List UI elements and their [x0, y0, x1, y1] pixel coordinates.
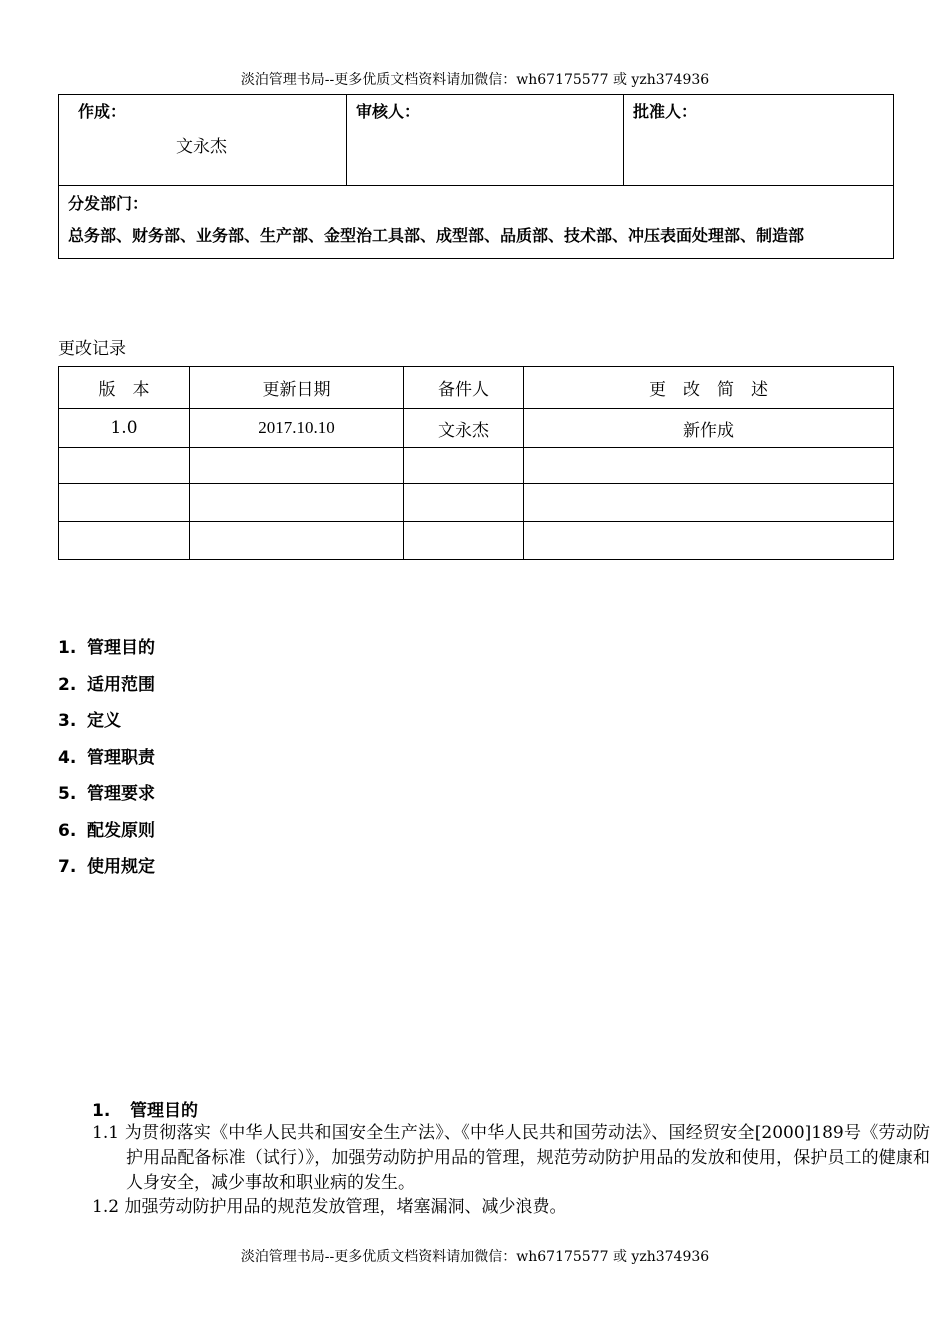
toc-item	[58, 703, 155, 740]
signoff-table	[58, 94, 894, 259]
table-row	[59, 448, 894, 484]
table-header-row	[59, 367, 894, 409]
author-cell	[59, 95, 347, 186]
table-row	[59, 484, 894, 522]
change-record-title: 更改记录	[58, 339, 126, 359]
reviewer-cell	[347, 95, 624, 186]
toc-number: 3.	[58, 711, 77, 731]
header-version: 版 本	[59, 367, 190, 409]
toc-label: 使用规定	[87, 857, 155, 877]
toc-label: 适用范围	[87, 674, 155, 695]
reviewer-label: 审核人：	[356, 102, 421, 121]
toc-number: 7.	[58, 857, 77, 877]
toc-item	[58, 813, 155, 850]
toc-label: 定义	[87, 711, 121, 731]
toc-label: 管理要求	[87, 784, 155, 804]
toc-item	[58, 740, 155, 777]
distribution-cell	[59, 186, 894, 259]
distribution-text: 总务部、财务部、业务部、生产部、金型治工具部、成型部、品质部、技术部、冲压表面处理部、制造部	[68, 226, 805, 245]
toc-number: 6.	[58, 820, 77, 841]
toc-number: 2.	[58, 674, 77, 695]
change-record-table	[58, 366, 894, 560]
cell-date	[190, 484, 404, 522]
author-name: 文永杰	[176, 137, 227, 157]
page-header: 淡泊管理书局--更多优质文档资料请加微信：wh67175577 或 yzh374936	[240, 72, 710, 88]
toc-number: 5.	[58, 784, 77, 804]
cell-version	[59, 484, 190, 522]
toc-number: 1.	[58, 638, 77, 658]
toc-item	[58, 630, 155, 667]
approver-cell	[624, 95, 894, 186]
cell-date	[190, 522, 404, 560]
section-1-paragraph-2: 1.2 加强劳动防护用品的规范发放管理，堵塞漏洞、减少浪费。	[92, 1197, 567, 1217]
author-label: 作成：	[78, 102, 127, 121]
toc-label: 管理目的	[87, 638, 155, 658]
cell-summary: 新作成	[524, 409, 894, 448]
distribution-label: 分发部门：	[68, 194, 149, 213]
page-footer: 淡泊管理书局--更多优质文档资料请加微信：wh67175577 或 yzh374936	[240, 1249, 710, 1265]
header-summary: 更 改 简 述	[524, 367, 894, 409]
toc-item	[58, 776, 155, 813]
cell-version: 1.0	[59, 409, 190, 448]
cell-summary	[524, 484, 894, 522]
cell-summary	[524, 522, 894, 560]
toc-item	[58, 849, 155, 886]
approver-label: 批准人：	[633, 102, 698, 121]
section-1-paragraph-1: 1.1 为贯彻落实《中华人民共和国安全生产法》、《中华人民共和国劳动法》、国经贸安全[2000]189号《劳动防护用品配备标准（试行）》，加强劳动防护用品的管理，规范劳动防护用品的发放和使用，保护员工的健康和人身安全，减少事故和职业病的发生。	[92, 1123, 930, 1193]
toc-label: 管理职责	[87, 747, 155, 768]
section-1-number: 1.	[92, 1101, 111, 1121]
cell-version	[59, 522, 190, 560]
table-row	[59, 522, 894, 560]
cell-person: 文永杰	[404, 409, 524, 448]
table-of-contents	[58, 630, 155, 886]
toc-number: 4.	[58, 747, 77, 768]
cell-date	[190, 448, 404, 484]
table-row	[59, 409, 894, 448]
cell-person	[404, 522, 524, 560]
toc-item	[58, 667, 155, 704]
header-date: 更新日期	[190, 367, 404, 409]
cell-version	[59, 448, 190, 484]
cell-summary	[524, 448, 894, 484]
cell-person	[404, 484, 524, 522]
section-1-heading	[92, 1096, 198, 1121]
cell-date: 2017.10.10	[190, 409, 404, 448]
section-1-title: 管理目的	[130, 1101, 198, 1121]
cell-person	[404, 448, 524, 484]
toc-label: 配发原则	[87, 820, 155, 841]
header-person: 备件人	[404, 367, 524, 409]
